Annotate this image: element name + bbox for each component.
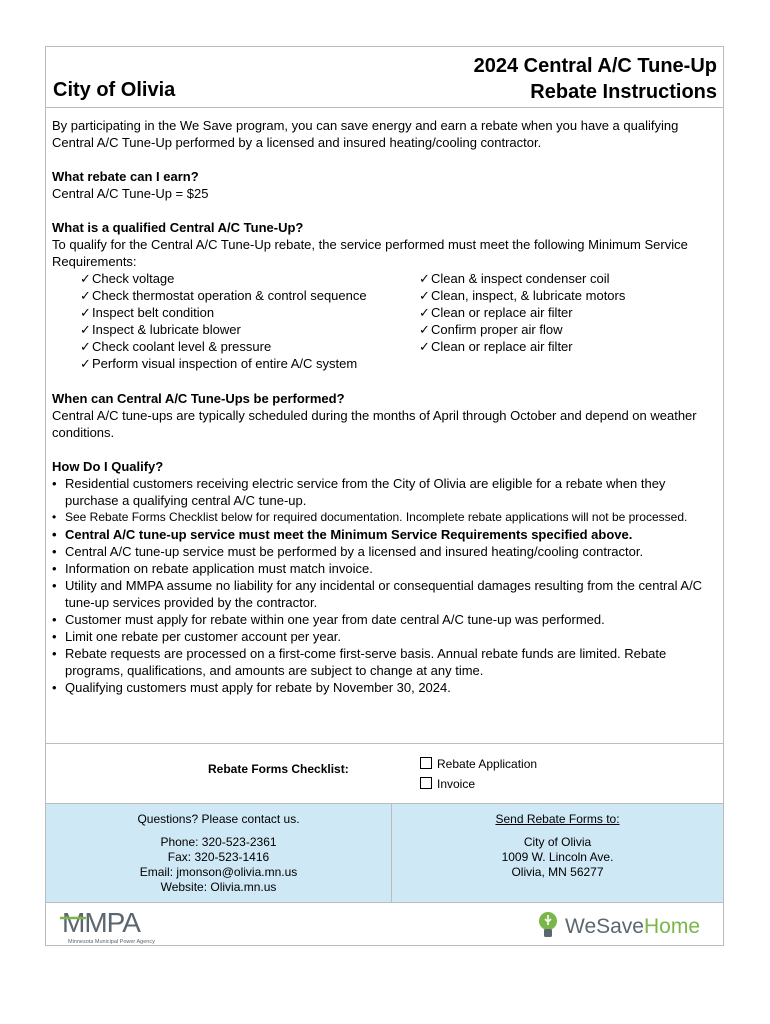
- requirement-item: ✓Inspect belt condition: [80, 305, 215, 320]
- contact-website[interactable]: Website: Olivia.mn.us: [160, 880, 277, 894]
- list-item: • See Rebate Forms Checklist below for required documentation. Incomplete rebate applications will not be processed.: [52, 509, 720, 526]
- rebate-question: What rebate can I earn?: [52, 169, 199, 184]
- intro-paragraph: By participating in the We Save program, you can save energy and earn a rebate when you have a qualifying Central A/C Tune-Up performed by a licensed and insured heating/cooling contractor.: [52, 118, 679, 150]
- qualified-question: What is a qualified Central A/C Tune-Up?: [52, 220, 304, 235]
- checklist-item-rebate-application[interactable]: Rebate Application: [420, 754, 537, 774]
- contact-email[interactable]: Email: jmonson@olivia.mn.us: [139, 865, 298, 879]
- mmpa-logo: [60, 907, 180, 945]
- requirements-checklist: [52, 270, 720, 373]
- checkmark-icon: ✓: [80, 356, 91, 371]
- requirement-item: ✓Inspect & lubricate blower: [80, 322, 241, 337]
- contact-band: [46, 803, 723, 903]
- checkmark-icon: ✓: [80, 322, 91, 337]
- send-forms-info: [392, 812, 723, 880]
- list-item: • Qualifying customers must apply for rebate by November 30, 2024.: [52, 679, 720, 696]
- checklist-items: [420, 754, 537, 794]
- send-heading: Send Rebate Forms to:: [495, 812, 620, 826]
- rebate-forms-checklist: [46, 743, 723, 804]
- requirement-item: ✓Clean, inspect, & lubricate motors: [419, 288, 626, 303]
- requirement-item: ✓Perform visual inspection of entire A/C system: [80, 356, 358, 371]
- list-item: • Customer must apply for rebate within one year from date central A/C tune-up was performed.: [52, 611, 720, 628]
- checkmark-icon: ✓: [419, 322, 430, 337]
- checkmark-icon: ✓: [80, 305, 91, 320]
- list-item: • Central A/C tune-up service must be performed by a licensed and insured heating/cooling contractor.: [52, 543, 720, 560]
- when-answer: Central A/C tune-ups are typically scheduled during the months of April through October and depend on weather conditions.: [52, 408, 697, 440]
- city-name: City of Olivia: [53, 79, 176, 101]
- list-item: • Central A/C tune-up service must meet the Minimum Service Requirements specified above.: [52, 526, 720, 543]
- contact-fax: Fax: 320-523-1416: [167, 850, 270, 864]
- checklist-item-invoice[interactable]: Invoice: [420, 774, 537, 794]
- title-line-2: Rebate Instructions: [530, 81, 717, 103]
- list-item: • Information on rebate application must match invoice.: [52, 560, 720, 577]
- requirement-item: ✓Clean & inspect condenser coil: [419, 271, 610, 286]
- qualified-text: To qualify for the Central A/C Tune-Up rebate, the service performed must meet the following Minimum Service Requirements:: [52, 237, 688, 269]
- when-question: When can Central A/C Tune-Ups be performed?: [52, 391, 345, 406]
- checkbox-icon[interactable]: [420, 757, 432, 769]
- checklist-label: Rebate Forms Checklist:: [208, 762, 349, 776]
- contact-heading: Questions? Please contact us.: [137, 812, 300, 826]
- send-name: City of Olivia: [523, 835, 592, 849]
- rebate-answer: Central A/C Tune-Up = $25: [52, 186, 209, 201]
- checkmark-icon: ✓: [419, 339, 430, 354]
- checkmark-icon: ✓: [419, 305, 430, 320]
- requirement-item: ✓Check coolant level & pressure: [80, 339, 272, 354]
- requirement-item: ✓Check voltage: [80, 271, 175, 286]
- mmpa-logo-text: MMPA: [62, 907, 140, 938]
- checkmark-icon: ✓: [80, 339, 91, 354]
- requirement-item: ✓Clean or replace air filter: [419, 305, 573, 320]
- wesavehome-logo: [537, 909, 705, 948]
- logo-footer: [46, 903, 723, 945]
- requirement-item: ✓Clean or replace air filter: [419, 339, 573, 354]
- send-citystate: Olivia, MN 56277: [511, 865, 604, 879]
- requirements-left: [80, 270, 367, 372]
- checkmark-icon: ✓: [419, 288, 430, 303]
- qualify-bullet-list: [52, 475, 720, 696]
- checkmark-icon: ✓: [80, 271, 91, 286]
- mmpa-logo-subtitle: Minnesota Municipal Power Agency: [68, 939, 155, 945]
- title-line-1: 2024 Central A/C Tune-Up: [473, 55, 717, 77]
- send-street: 1009 W. Lincoln Ave.: [501, 850, 614, 864]
- requirement-item: ✓Confirm proper air flow: [419, 322, 563, 337]
- rebate-instructions-page: [45, 46, 724, 946]
- requirements-right: [419, 270, 625, 355]
- page-title: [474, 53, 717, 105]
- list-item: • Rebate requests are processed on a first-come first-serve basis. Annual rebate funds are limited. Rebate programs, qualifications, and amounts are subject to change at any time.: [52, 645, 720, 679]
- contact-info: [46, 812, 391, 895]
- qualify-question: How Do I Qualify?: [52, 459, 164, 474]
- wesavehome-text: WeSaveHome: [565, 915, 701, 938]
- page-header: [46, 47, 723, 108]
- requirement-item: ✓Check thermostat operation & control sequence: [80, 288, 367, 303]
- lightbulb-icon: [539, 912, 557, 937]
- contact-phone: Phone: 320-523-2361: [160, 835, 277, 849]
- list-item: • Limit one rebate per customer account per year.: [52, 628, 720, 645]
- instructions-body: [52, 117, 720, 696]
- list-item: • Utility and MMPA assume no liability for any incidental or consequential damages resulting from the central A/C tune-up services provided by the contractor.: [52, 577, 720, 611]
- checkbox-icon[interactable]: [420, 777, 432, 789]
- checkmark-icon: ✓: [419, 271, 430, 286]
- checkmark-icon: ✓: [80, 288, 91, 303]
- list-item: • Residential customers receiving electric service from the City of Olivia are eligible for a rebate when they purchase a qualifying central A/C tune-up.: [52, 475, 720, 509]
